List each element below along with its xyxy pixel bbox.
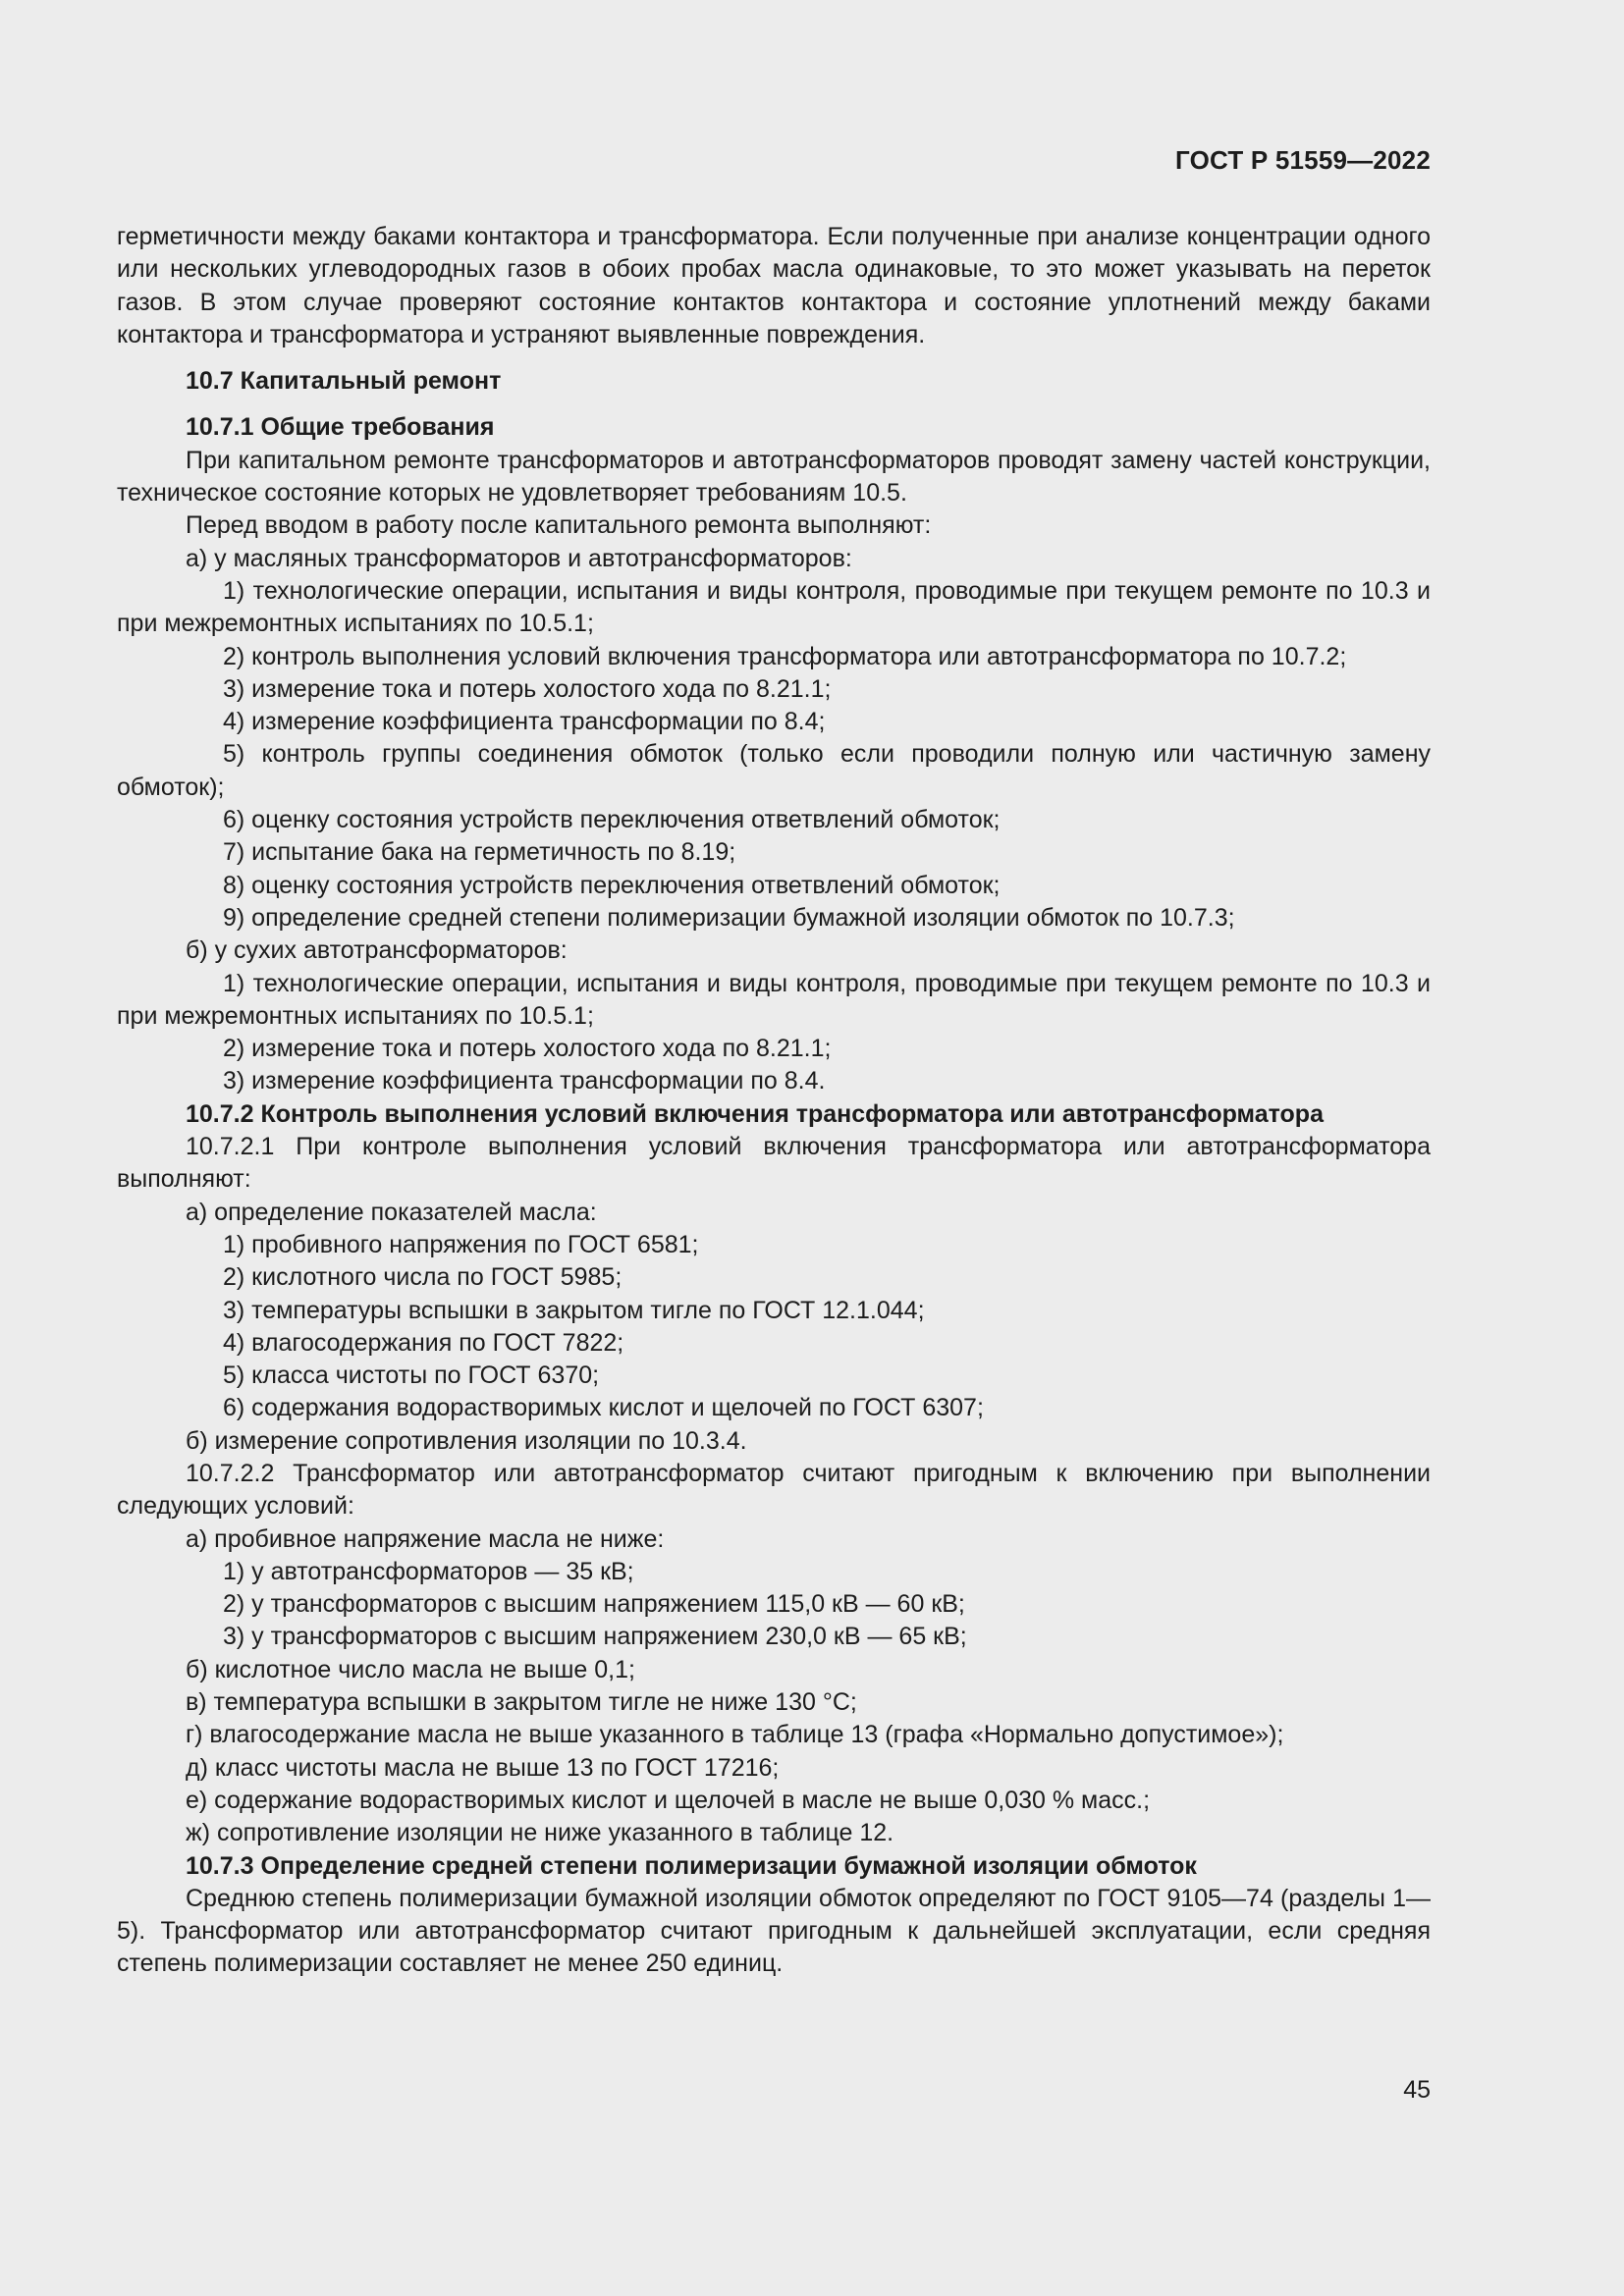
subsection-heading-10-7-3: 10.7.3 Определение средней степени полимеризации бумажной изоляции обмоток — [186, 1851, 1197, 1880]
list-item: 1) у автотрансформаторов — 35 кВ; — [223, 1557, 634, 1585]
paragraph: Перед вводом в работу после капитального ремонта выполняют: — [186, 511, 932, 540]
list-item: 6) содержания водорастворимых кислот и щелочей по ГОСТ 6307; — [223, 1394, 984, 1422]
list-item: д) класс чистоты масла не выше 13 по ГОСТ 17216; — [186, 1753, 780, 1782]
list-item: 2) контроль выполнения условий включения трансформатора или автотрансформатора по 10.7.2; — [223, 642, 1347, 670]
list-item: 5) контроль группы соединения обмоток (только если проводили полную или частичную замену обмоток); — [117, 740, 1431, 801]
list-item: 3) измерение тока и потерь холостого хода по 8.21.1; — [223, 674, 832, 703]
list-item: 1) технологические операции, испытания и виды контроля, проводимые при текущем ремонте по 10.3 и при межремонтных испытаниях по 10.5.1; — [117, 576, 1431, 638]
list-item: 3) температуры вспышки в закрытом тигле по ГОСТ 12.1.044; — [223, 1296, 925, 1324]
paragraph: 10.7.2.2 Трансформатор или автотрансформатор считают пригодным к включению при выполнении следующих условий: — [117, 1459, 1431, 1521]
document-body — [117, 221, 1431, 1981]
list-item: в) температура вспышки в закрытом тигле не ниже 130 °С; — [186, 1688, 857, 1717]
list-item: е) содержание водорастворимых кислот и щелочей в масле не выше 0,030 % масс.; — [186, 1786, 1151, 1814]
list-item: 2) измерение тока и потерь холостого хода по 8.21.1; — [223, 1035, 832, 1063]
list-item: 6) оценку состояния устройств переключения ответвлений обмоток; — [223, 806, 1001, 834]
list-item: 1) технологические операции, испытания и виды контроля, проводимые при текущем ремонте по 10.3 и при межремонтных испытаниях по 10.5.1; — [117, 969, 1431, 1030]
list-item: 8) оценку состояния устройств переключения ответвлений обмоток; — [223, 871, 1001, 899]
list-item: б) у сухих автотрансформаторов: — [186, 936, 568, 965]
subsection-heading-10-7-2: 10.7.2 Контроль выполнения условий включения трансформатора или автотрансформатора — [186, 1099, 1324, 1128]
list-item: б) кислотное число масла не выше 0,1; — [186, 1655, 635, 1683]
list-item: г) влагосодержание масла не выше указанного в таблице 13 (графа «Нормально допустимое»); — [186, 1721, 1284, 1749]
subsection-heading-10-7-1: 10.7.1 Общие требования — [186, 413, 495, 442]
list-item: 9) определение средней степени полимеризации бумажной изоляции обмоток по 10.7.3; — [223, 903, 1235, 932]
list-item: 3) у трансформаторов с высшим напряжением 230,0 кВ — 65 кВ; — [223, 1623, 967, 1651]
list-item: 4) измерение коэффициента трансформации по 8.4; — [223, 708, 826, 736]
list-item: 2) у трансформаторов с высшим напряжением 115,0 кВ — 60 кВ; — [223, 1590, 965, 1619]
paragraph-continuation: герметичности между баками контактора и трансформатора. Если полученные при анализе концентрации одного или нескольких углеводородных газов в обоих пробах масла одинаковые, то это может указывать на переток газов. В этом случае проверяют состояние контактов контактора и состояние уплотнений между баками контактора и трансформатора и устраняют выявленные повреждения. — [117, 223, 1431, 348]
list-item: 1) пробивного напряжения по ГОСТ 6581; — [223, 1230, 699, 1258]
list-item: а) пробивное напряжение масла не ниже: — [186, 1524, 665, 1553]
document-code: ГОСТ Р 51559—2022 — [1175, 145, 1431, 175]
page-number: 45 — [1403, 2076, 1431, 2104]
list-item: 7) испытание бака на герметичность по 8.19; — [223, 838, 736, 867]
paragraph: При капитальном ремонте трансформаторов и автотрансформаторов проводят замену частей конструкции, техническое состояние которых не удовлетворяет требованиям 10.5. — [117, 446, 1431, 507]
section-heading-10-7: 10.7 Капитальный ремонт — [186, 367, 502, 396]
list-item: 4) влагосодержания по ГОСТ 7822; — [223, 1328, 624, 1357]
list-item: а) определение показателей масла: — [186, 1198, 597, 1226]
list-item: б) измерение сопротивления изоляции по 10.3.4. — [186, 1426, 747, 1455]
list-item: 3) измерение коэффициента трансформации по 8.4. — [223, 1067, 826, 1095]
list-item: а) у масляных трансформаторов и автотрансформаторов: — [186, 544, 852, 572]
paragraph: 10.7.2.1 При контроле выполнения условий включения трансформатора или автотрансформатора выполняют: — [117, 1133, 1431, 1194]
list-item: ж) сопротивление изоляции не ниже указанного в таблице 12. — [186, 1819, 894, 1847]
list-item: 2) кислотного числа по ГОСТ 5985; — [223, 1263, 623, 1292]
list-item: 5) класса чистоты по ГОСТ 6370; — [223, 1362, 600, 1390]
paragraph: Среднюю степень полимеризации бумажной изоляции обмоток определяют по ГОСТ 9105—74 (разделы 1—5). Трансформатор или автотрансформатор считают пригодным к дальнейшей эксплуатации, если средняя степень полимеризации составляет не менее 250 единиц. — [117, 1884, 1431, 1978]
